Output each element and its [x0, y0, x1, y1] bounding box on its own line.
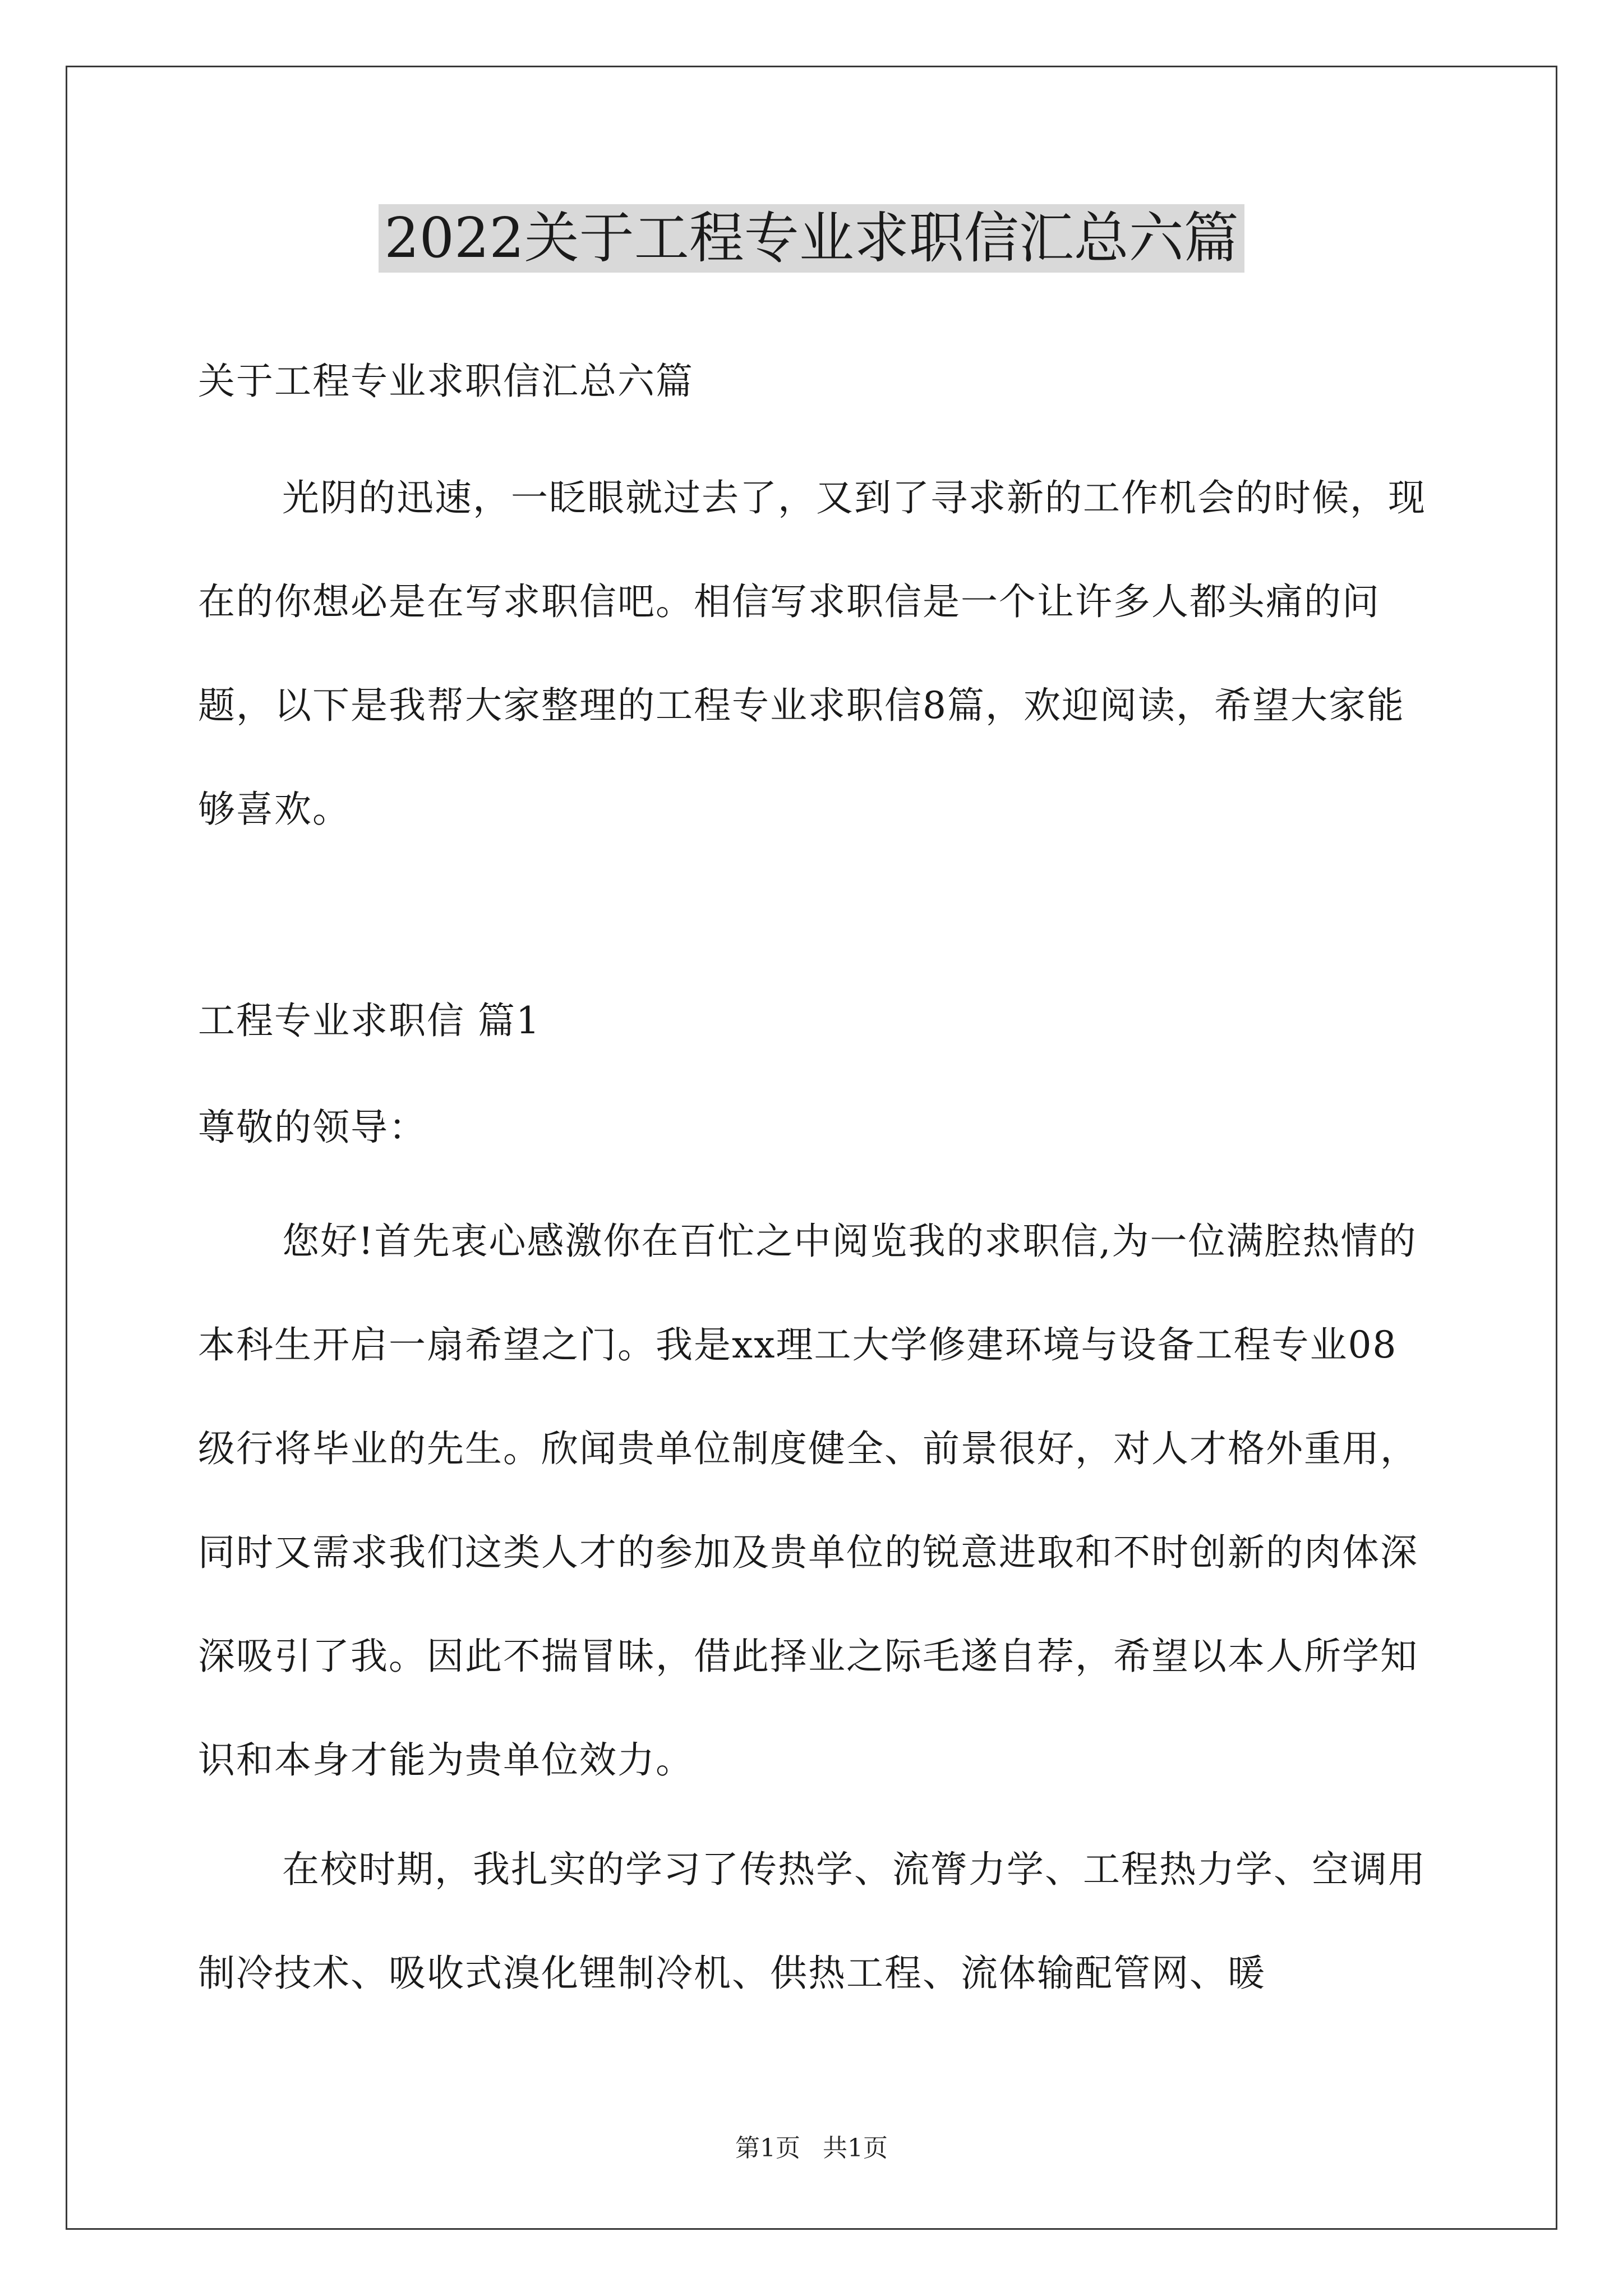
document-title-text: 2022关于工程专业求职信汇总六篇	[379, 204, 1244, 273]
document-title	[0, 199, 1623, 278]
intro-paragraph: 光阴的迅速，一眨眼就过去了，又到了寻求新的工作机会的时候，现在的你想必是在写求职信吧。相信写求职信是一个让许多人都头痛的问题，以下是我帮大家整理的工程专业求职信8篇，欢迎阅读，希望大家能够喜欢。	[198, 476, 1426, 831]
document-subtitle: 关于工程专业求职信汇总六篇	[198, 360, 694, 403]
body-paragraph: 在校时期，我扎实的学习了传热学、流膂力学、工程热力学、空调用制冷技术、吸收式溴化锂制冷机、供热工程、流体输配管网、暖	[198, 1848, 1426, 1995]
page-total: 共1页	[823, 2134, 888, 2162]
salutation: 尊敬的领导：	[198, 1106, 427, 1149]
body-paragraph: 您好!首先衷心感激你在百忙之中阅览我的求职信,为一位满腔热情的本科生开启一扇希望之门。我是xx理工大学修建环境与设备工程专业08级行将毕业的先生。欣闻贵单位制度健全、前景很好，对人才格外重用，同时又需求我们这类人才的参加及贵单位的锐意进取和不时创新的肉体深深吸引了我。因此不揣冒昧，借此择业之际毛遂自荐，希望以本人所学知识和本身才能为贵单位效力。	[198, 1220, 1418, 1782]
page-number: 第1页	[735, 2134, 800, 2162]
section-heading: 工程专业求职信 篇1	[198, 999, 541, 1042]
page-footer	[0, 2132, 1623, 2165]
